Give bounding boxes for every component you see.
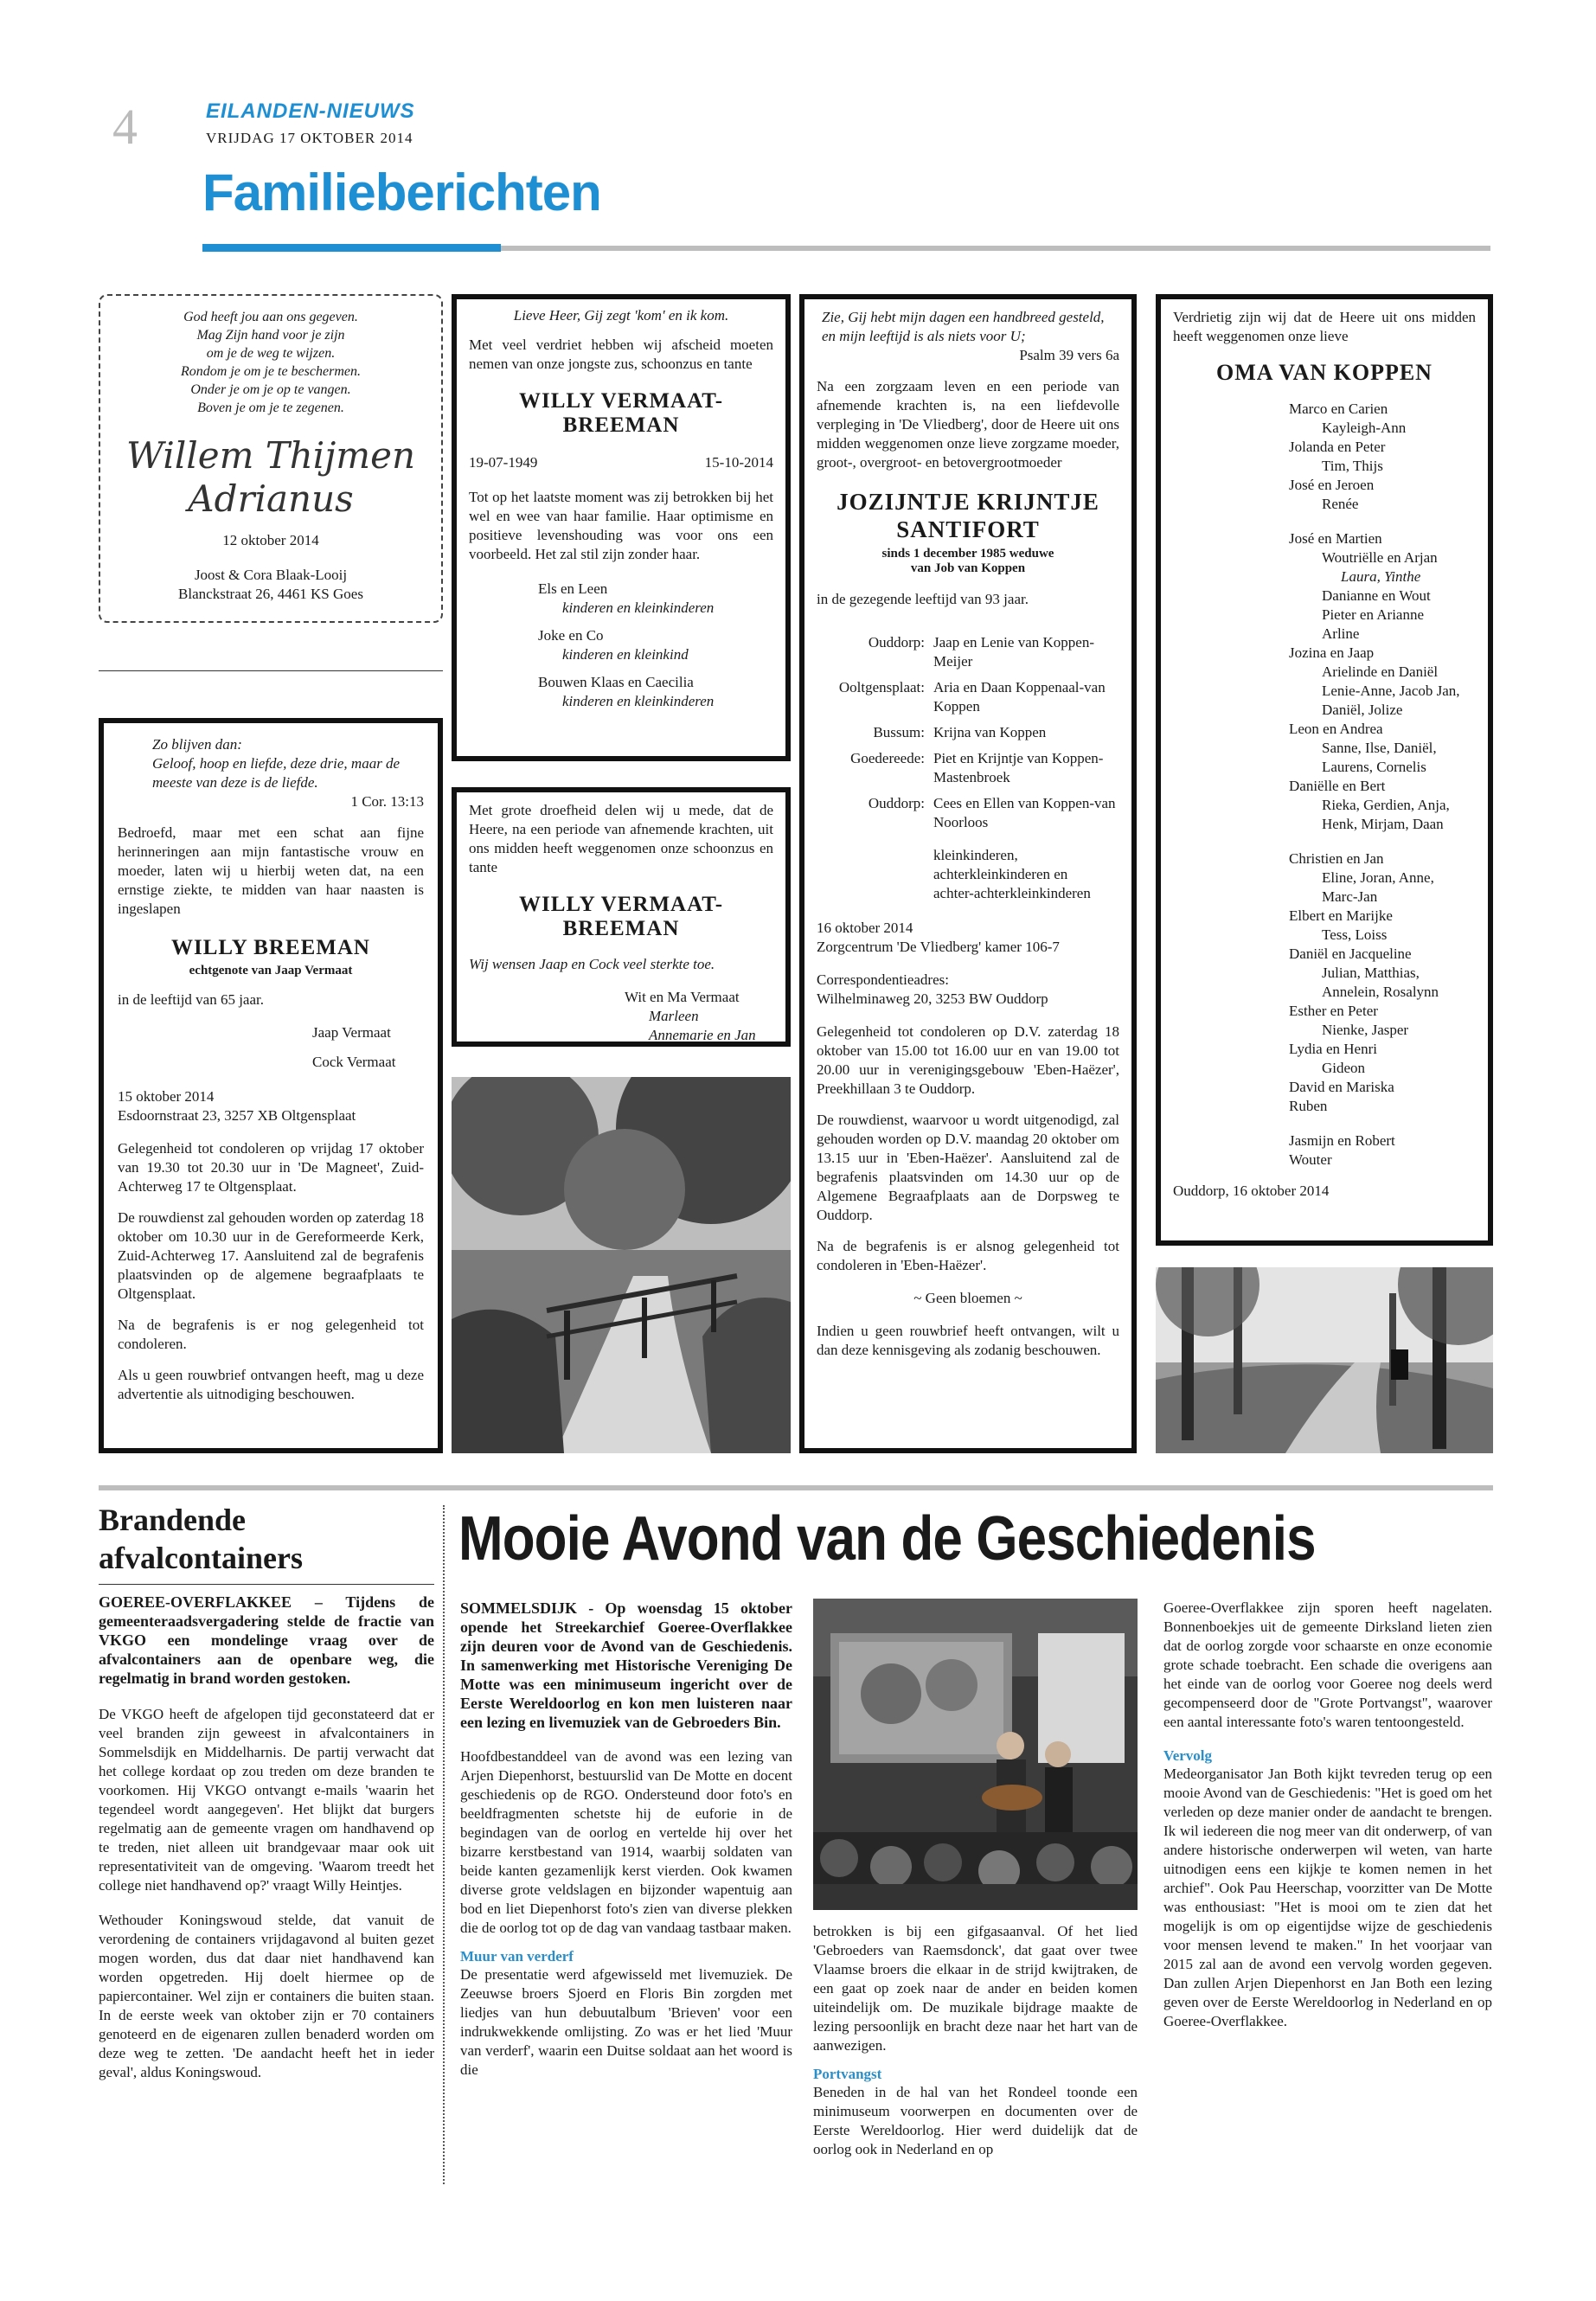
family-member: Julian, Matthias, [1322, 965, 1420, 981]
family-member: Kayleigh-Ann [1322, 420, 1407, 436]
date: 16 oktober 2014 [817, 920, 913, 936]
article-body-3: betrokken is bij een gifgasaanval. Of het lied 'Gebroeders van Raemsdonck', dat gaat over twee Vlaamse broers die elkaar in de strijd kwijtraken, de een gaat op zoek naar de ander en beiden komen uiteindelijk om. De muzikale bijdrage maakte de lezing persoonlijk en bracht deze naar het hart van de aanwezigen. [813, 1923, 1138, 2054]
invitation-note: Als u geen rouwbrief ontvangen heeft, mag u deze advertentie als uitnodiging beschouwen. [118, 1367, 424, 1402]
birth-date: 19-07-1949 [469, 454, 538, 471]
subheading-vervolg: Vervolg [1163, 1747, 1213, 1764]
family-member: Pieter en Arianne [1322, 606, 1425, 623]
family-member: Tim, Thijs [1322, 458, 1383, 474]
body: Tot op het laatste moment was zij betrokken bij het wel en wee van haar familie. Haar optimisme en positieve levenshouding was voor ons een voorbeeld. Het zal stil zijn zonder haar. [469, 489, 773, 562]
family-member: Arline [1322, 625, 1360, 642]
news-section-rule [99, 1485, 1493, 1490]
subheading-muur: Muur van verderf [460, 1948, 574, 1965]
article2-col2 [813, 1922, 1138, 2159]
article-body-4: Beneden in de hal van het Rondeel toonde een minimuseum voorwerpen en documenten over de Eerste Wereldoorlog. Hier werd duidelijk dat de oorlog ook in Nederland en op [813, 2084, 1138, 2157]
family: Jaap Vermaat Cock Vermaat [312, 1024, 396, 1070]
family-member: Eline, Joran, Anne, [1322, 869, 1434, 886]
service-info: De rouwdienst zal gehouden worden op zaterdag 18 oktober om 10.30 uur in de Gereformeerde Kerk, Zuid-Achterweg 17. Aansluitend zal de begrafenis plaatsvinden op de algemene begraafplaats te Oltgensplaat. [118, 1209, 424, 1302]
condolence-info: Gelegenheid tot condoleren op vrijdag 17 oktober van 19.30 tot 20.30 uur in 'De Magneet', Zuid-Achterweg 17 te Oltgensplaat. [118, 1140, 424, 1195]
family-member: Wouter [1289, 1151, 1332, 1168]
article-body-1: Hoofdbestanddeel van de avond was een lezing van Arjen Diepenhorst, bestuurslid van De Motte en docent geschiedenis op de RGO. Ondersteund door foto's en beeldfragmenten schetste hij de euforie in de begindagen van de oorlog en vertelde hij over het bizarre kerstbestand van 1914, waarbij soldaten van beide kanten gezamenlijk kerst vierden. Ook kwamen diverse grote veldslagen en bijzonder wapentuig aan bod en liet Diepenhorst foto's zien van diverse plekken die de oorlog tot op de dag van vandaag tastbaar maken. [460, 1748, 792, 1936]
family-member: Jasmijn en Robert [1289, 1132, 1395, 1149]
intro: Verdrietig zijn wij dat de Heere uit ons midden heeft weggenomen onze lieve [1173, 309, 1476, 344]
subtitle: echtgenote van Jaap Vermaat [189, 964, 353, 977]
divider [99, 670, 443, 671]
after-info: Na de begrafenis is er nog gelegenheid tot condoleren. [118, 1317, 424, 1352]
intro: Met grote droefheid delen wij u mede, dat de Heere, na een periode van afnemende krachten, uit ons midden heeft weggenomen onze schoonzus en tante [469, 802, 773, 875]
correspondence-address: Wilhelminaweg 20, 3253 BW Ouddorp [817, 990, 1048, 1007]
family-member: Esther en Peter [1289, 1003, 1378, 1019]
families: Els en Leen kinderen en kleinkinderen Joke en Co kinderen en kleinkind Bouwen Klaas en Caecilia kinderen en kleinkinderen [538, 580, 715, 709]
correspondence-label: Correspondentieadres: [817, 971, 949, 988]
family-member: José en Jeroen [1289, 477, 1375, 493]
family-group [1289, 400, 1476, 514]
family-member: Henk, Mirjam, Daan [1322, 816, 1444, 832]
place: Zorgcentrum 'De Vliedberg' kamer 106-7 [817, 939, 1060, 955]
family-list [1173, 400, 1476, 1170]
section-rule [501, 246, 1490, 251]
wish: Wij wensen Jaap en Cock veel sterkte toe. [469, 956, 715, 972]
deceased-name: WILLY VERMAAT-BREEMAN [518, 389, 724, 437]
baby-name: Willem Thijmen Adrianus [125, 434, 415, 520]
title-rule [99, 1584, 434, 1585]
article-lead: GOEREE-OVERFLAKKEE – Tijdens de gemeenteraadsvergadering stelde de fractie van VKGO een mondelinge vraag over de afvalcontainers aan de openbare weg, die regelmatig in brand worden gestoken. [99, 1593, 434, 1687]
family-member: Sanne, Ilse, Daniël, [1322, 740, 1437, 756]
birth-date: 12 oktober 2014 [222, 532, 319, 548]
family-member: Daniëlle en Bert [1289, 778, 1386, 794]
parents: Joost & Cora Blaak-Looij [194, 567, 348, 583]
after-info: Na de begrafenis is er alsnog gelegenheid tot condoleren in 'Eben-Haëzer'. [817, 1238, 1119, 1273]
family-member: Danianne en Wout [1322, 587, 1431, 604]
page-number: 4 [112, 99, 138, 155]
death-notice-oma-van-koppen [1156, 294, 1493, 1246]
family-member: Lydia en Henri [1289, 1041, 1377, 1057]
family-group [1289, 529, 1476, 834]
article-title-avond: Mooie Avond van de Geschiedenis [458, 1504, 1316, 1574]
verse: Lieve Heer, Gij zegt 'kom' en ik kom. [513, 307, 729, 324]
footer-date: Ouddorp, 16 oktober 2014 [1173, 1183, 1330, 1199]
death-notice-inlaws [452, 787, 791, 1047]
article-body-6: Medeorganisator Jan Both kijkt tevreden terug op een mooie Avond van de Geschiedenis: "Het is goed om het verleden op deze manier onder de aandacht te brengen. Ik wil iedereen die nog meer van dit onderwerp, of van andere historische onderwerpen wil weten, van harte uitnodigen eens een kijkje te komen nemen in het archief". Ook Pau Heerschap, voorzitter van De Motte was enthousiast: "Het is mooi om te zien dat het mogelijk is om op eigentijdse wijze de geschiedenis voor mensen levend te maken." In het voorjaar van 2015 zal aan de avond een vervolg worden gegeven. Dan zullen Arjen Diepenhorst en Jan Both een lezing geven over de Eerste Wereldoorlog in Nederland en op Goeree-Overflakkee. [1163, 1766, 1492, 2029]
death-notice-willy-breeman [99, 718, 443, 1453]
verse: Zie, Gij hebt mijn dagen een handbreed gesteld, en mijn leeftijd is als niets voor U; [822, 309, 1105, 344]
section-accent-rule [202, 244, 501, 252]
intro: Bedroefd, maar met een schat aan fijne herinneringen aan mijn fantastische vrouw en moeder, laten wij u hierbij weten dat, na een ernstige ziekte, te midden van haar naasten is ingeslapen [118, 824, 424, 917]
family-member: Jolanda en Peter [1289, 439, 1386, 455]
concert-photo [813, 1599, 1138, 1910]
family-member: Arielinde en Daniël [1322, 663, 1439, 680]
family-member: Gideon [1322, 1060, 1366, 1076]
family-member: Leon en Andrea [1289, 721, 1383, 737]
deceased-name: WILLY VERMAAT-BREEMAN [518, 893, 724, 940]
autumn-park-photo [1156, 1267, 1493, 1453]
family-member: Tess, Loiss [1322, 926, 1388, 943]
death-notice-siblings [452, 294, 791, 761]
deceased-name: JOZIJNTJE KRIJNTJE SANTIFORT [836, 489, 1099, 542]
verse: Zo blijven dan: Geloof, hoop en liefde, deze drie, maar de meeste van deze is de liefde. [152, 736, 401, 791]
date: 15 oktober 2014 [118, 1088, 215, 1105]
masthead-logo: EILANDEN-NIEUWS [206, 99, 415, 123]
verse-ref: Psalm 39 vers 6a [1019, 347, 1119, 363]
intro: Met veel verdriet hebben wij afscheid moeten nemen van onze jongste zus, schoonzus en tante [469, 336, 773, 372]
family-group [1289, 849, 1476, 1116]
family-member: Daniël en Jacqueline [1289, 945, 1412, 962]
from: Wit en Ma Vermaat Marleen Annemarie en Jan [625, 989, 756, 1043]
deceased-name: WILLY BREEMAN [171, 936, 370, 959]
death-date: 15-10-2014 [704, 454, 773, 471]
dates [469, 453, 773, 472]
family-member: Woutriëlle en Arjan [1322, 549, 1438, 566]
condolence-info: Gelegenheid tot condoleren op D.V. zaterdag 18 oktober van 15.00 tot 16.00 uur en van 19.00 tot 20.00 uur in verenigingsgebouw 'Eben-Haëzer', Preekhillaan 3 te Ouddorp. [817, 1023, 1119, 1097]
family-member: Ruben [1289, 1098, 1328, 1114]
family-member: Elbert en Marijke [1289, 907, 1393, 924]
family-member: José en Martien [1289, 530, 1382, 547]
family-member: Annelein, Rosalynn [1322, 984, 1439, 1000]
family-member: Rieka, Gerdien, Anja, [1322, 797, 1450, 813]
subheading-portvangst: Portvangst [813, 2066, 882, 2082]
family-member: Christien en Jan [1289, 850, 1384, 867]
notice-note: Indien u geen rouwbrief heeft ontvangen, wilt u dan deze kennisgeving als zodanig beschouwen. [817, 1323, 1119, 1358]
family-member: Marco en Carien [1289, 401, 1388, 417]
intro: Na een zorgzaam leven en een periode van afnemende krachten is, na een liefdevolle verpleging in 'De Vliedberg', door de Heere uit ons midden weggenomen onze lieve zorgzame moeder, groot-, overgroot- en betovergrootmoeder [817, 378, 1119, 471]
death-notice-santifort [799, 294, 1137, 1453]
article2-col3 [1163, 1599, 1492, 2031]
family-member: Jozina en Jaap [1289, 644, 1375, 661]
family-member: Lenie-Anne, Jacob Jan, [1322, 683, 1460, 699]
age: in de leeftijd van 65 jaar. [118, 991, 264, 1008]
family-member: Laura, Yinthe [1341, 568, 1421, 585]
section-title: Familieberichten [202, 163, 601, 221]
service-info: De rouwdienst, waarvoor u wordt uitgenodigd, zal gehouden worden op D.V. maandag 20 oktober om 13.15 uur in 'Eben-Haëzer'. Aansluitend zal de begrafenis plaatsvinden om 14.30 uur op de Algemene Begraafplaats aan de Dorpsweg te Ouddorp. [817, 1112, 1119, 1223]
family-member: David en Mariska [1289, 1079, 1394, 1095]
family-member: Laurens, Cornelis [1322, 759, 1426, 775]
age: in de gezegende leeftijd van 93 jaar. [817, 591, 1029, 607]
family-member: Renée [1322, 496, 1359, 512]
verse: God heeft jou aan ons gegeven. Mag Zijn hand voor je zijn om je de weg te wijzen. Rondom je om je te beschermen. Onder je om je op te vangen. Boven je om je te zegenen. [181, 310, 361, 415]
verse-ref: 1 Cor. 13:13 [350, 793, 424, 810]
family-member: Daniël, Jolize [1322, 702, 1403, 718]
forest-path-photo [452, 1077, 791, 1453]
subtitle: sinds 1 december 1985 weduwe van Job van Koppen [881, 547, 1054, 575]
article2-col1 [460, 1599, 792, 2080]
article-lead: SOMMELSDIJK - Op woensdag 15 oktober opende het Streekarchief Goeree-Overflakkee zijn deuren voor de Avond van de Geschiedenis. In samenwerking met Historische Vereniging De Motte was een minimuseum ingericht over de Eerste Wereldoorlog en kon men luisteren naar een lezing en livemuziek van de Gebroeders Bin. [460, 1599, 792, 1731]
grandchildren: kleinkinderen, achterkleinkinderen en achter-achterkleinkinderen [933, 847, 1091, 901]
address: Esdoornstraat 23, 3257 XB Oltgensplaat [118, 1107, 356, 1124]
column-separator [443, 1505, 445, 2184]
family-member: Nienke, Jasper [1322, 1022, 1409, 1038]
family-group [1289, 1131, 1476, 1170]
article-brandende-afvalcontainers [99, 1501, 434, 2082]
issue-date: VRIJDAG 17 OKTOBER 2014 [206, 130, 413, 146]
no-flowers: ~ Geen bloemen ~ [913, 1290, 1022, 1306]
article-title: Brandende afvalcontainers [99, 1503, 303, 1575]
family-table: Ouddorp: Jaap en Lenie van Koppen-Meijer Ooltgensplaat: Aria en Daan Koppenaal-van Koppen Bussum: Krijna van Koppen Goedereede: Piet en Krijntje van Koppen-Mastenbroek Ouddorp: Cees en Ellen van Koppen-van Noorloos [838, 634, 1116, 830]
article-body-2: De presentatie werd afgewisseld met livemuziek. De Zeeuwse broers Sjoerd en Floris Bin zorgden met liedjes van hun debuutalbum 'Brieven' voor een indrukwekkende omlijsting. Zo was er het lied 'Muur van verderf', waarin een Duitse soldaat aan het woord is die [460, 1966, 792, 2078]
birth-announcement [99, 294, 443, 623]
family-member: Marc-Jan [1322, 888, 1378, 905]
article-body-2: Wethouder Koningswoud stelde, dat vanuit de verordening de containers vrijdagavond al buiten gezet mogen worden, dus dat daar niet handhavend kan worden opgetreden. Hij doelt hiermee op de papiercontainer. Wel zijn er containers die buiten staan. In de eerste week van oktober zijn er 70 containers genoteerd en de eigenaren zullen benaderd worden om deze weg te zetten. 'De aandacht heeft het in ieder geval', aldus Koningswoud. [99, 1912, 434, 2080]
article-body-1: De VKGO heeft de afgelopen tijd geconstateerd dat er veel branden zijn geweest in afvalcontainers in Sommelsdijk en Middelharnis. De partij verwacht dat het college kordaat op zou treden om deze branden te voorkomen. Hij VKGO ontvangt e-mails 'waarin het tegendeel wordt aangegeven'. Het blijkt dat burgers regelmatig aan de gemeente vragen om handhavend op te treden, niet alleen uit brandgevaar maar ook uit representativiteit van de omgeving. 'Waarom treedt het college niet handhavend op?' vraagt Willy Heintjes. [99, 1706, 434, 1894]
article-body-5: Goeree-Overflakkee zijn sporen heeft nagelaten. Bonnenboekjes uit de gemeente Dirksland lieten zien dat de oorlog zorgde voor schaarste en onze economie grote schade toebracht. Een schade die overigens aan het einde van de oorlog voor Goeree nog deels werd gecompenseerd door de "Grote Portvangst", waarover een aantal interessante foto's waren tentoongesteld. [1163, 1599, 1492, 1730]
deceased-name: OMA VAN KOPPEN [1216, 360, 1433, 385]
address: Blanckstraat 26, 4461 KS Goes [178, 586, 363, 602]
